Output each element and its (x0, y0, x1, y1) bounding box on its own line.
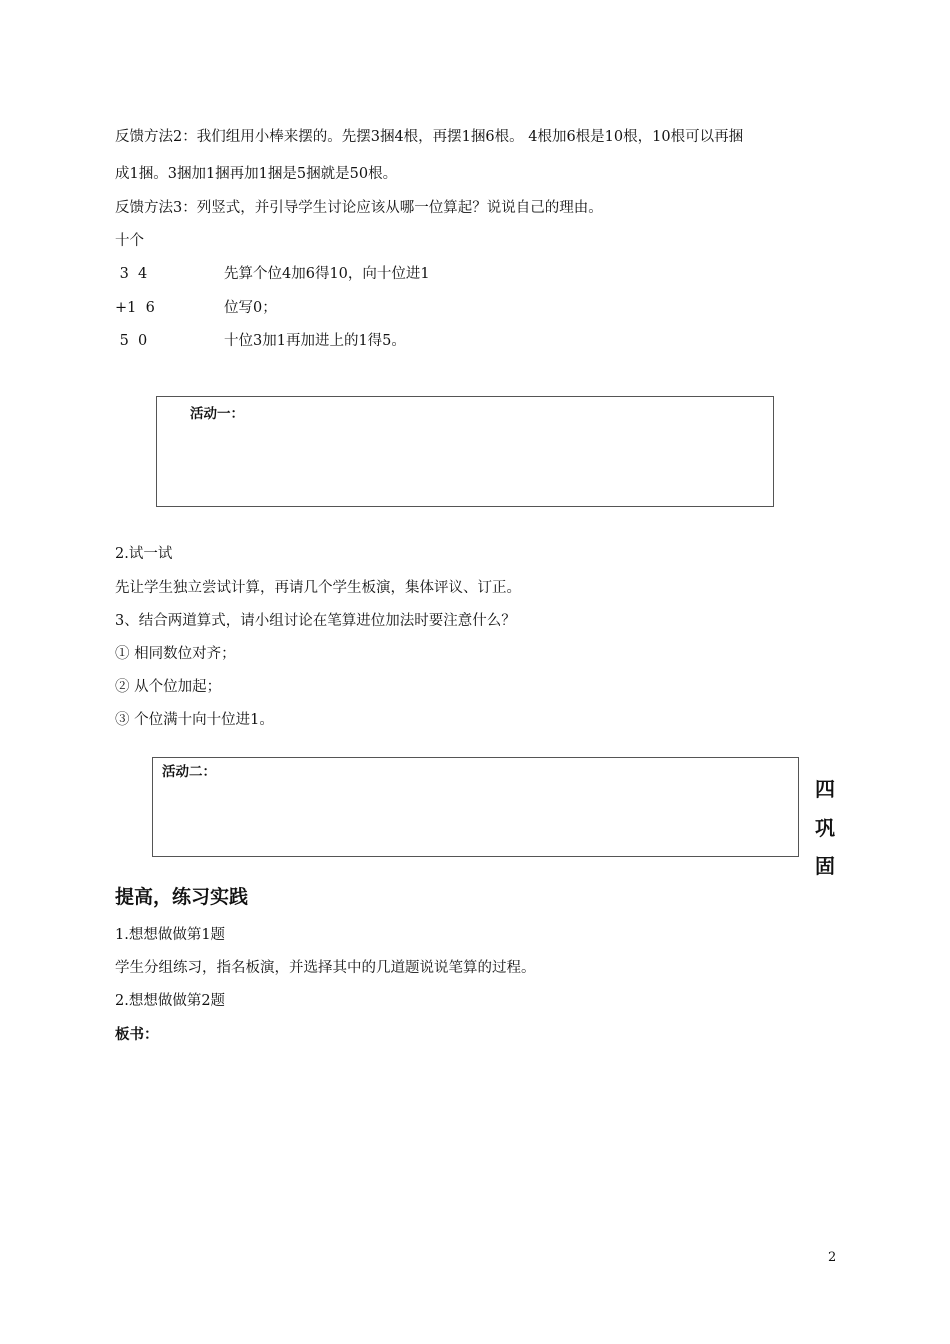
side-char-1: 四 (815, 777, 835, 801)
activity-one-label: 活动一： (190, 406, 244, 422)
text-line-place-header: 十个 (115, 233, 144, 249)
text-line-exercise-1-desc: 学生分组练习，指名板演，并选择其中的几道题说说笔算的过程。 (115, 960, 536, 976)
text-line-point-1: ① 相同数位对齐； (115, 646, 236, 662)
calc-operand-1: 3 4 (115, 266, 148, 282)
text-line-feedback3: 反馈方法3：列竖式，并引导学生讨论应该从哪一位算起？说说自己的理由。 (115, 200, 603, 216)
text-line-discuss: 3、结合两道算式，请小组讨论在笔算进位加法时要注意什么？ (115, 613, 516, 629)
calc-result: 5 0 (115, 333, 148, 349)
vertical-calc-row-1 (115, 264, 430, 284)
text-line-try-desc: 先让学生独立尝试计算，再请几个学生板演，集体评议、订正。 (115, 580, 521, 596)
text-line-feedback2-cont: 成1捆。3捆加1捆再加1捆是5捆就是50根。 (115, 166, 398, 182)
text-line-exercise-1: 1.想想做做第1题 (115, 927, 226, 943)
page-number: 2 (828, 1250, 837, 1265)
vertical-calc-row-2 (115, 298, 277, 318)
text-line-try: 2.试一试 (115, 546, 173, 562)
side-char-3: 固 (815, 854, 835, 878)
side-char-2: 巩 (815, 816, 835, 840)
text-line-point-3: ③ 个位满十向十位进1。 (115, 712, 274, 728)
text-line-board: 板书： (115, 1027, 159, 1043)
vertical-calc-row-3 (115, 331, 406, 351)
calc-operand-2: +1 6 (115, 300, 155, 316)
section-heading: 提高，练习实践 (115, 886, 249, 908)
activity-two-box (152, 757, 799, 857)
activity-two-label: 活动二： (162, 764, 216, 780)
text-line-exercise-2: 2.想想做做第2题 (115, 993, 226, 1009)
calc-note-3: 十位3加1再加进上的1得5。 (224, 333, 406, 349)
text-line-point-2: ② 从个位加起； (115, 679, 222, 695)
calc-note-1: 先算个位4加6得10，向十位进1 (224, 266, 430, 282)
activity-one-box (156, 396, 774, 507)
calc-note-2: 位写0； (224, 300, 277, 316)
text-line-feedback2: 反馈方法2：我们组用小棒来摆的。先摆3捆4根，再摆1捆6根。 4根加6根是10根，10根可以再捆 (115, 129, 744, 145)
